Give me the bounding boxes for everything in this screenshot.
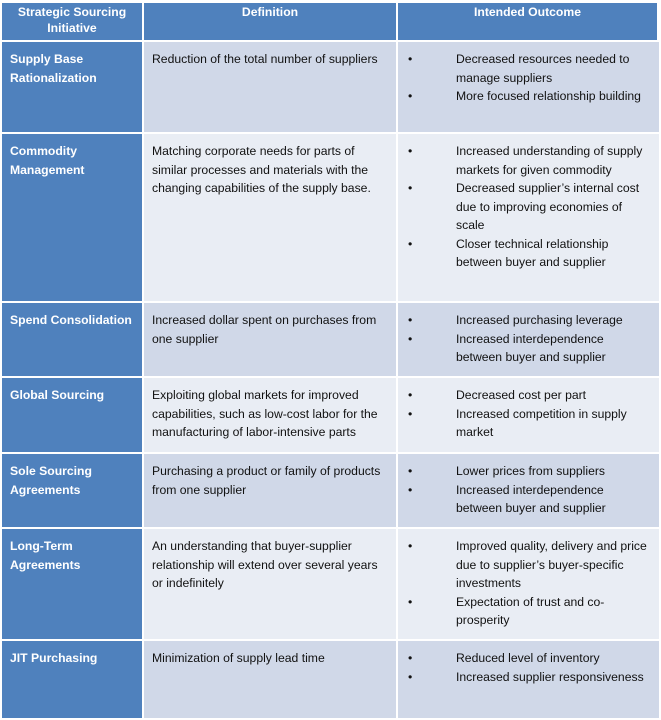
initiative-cell: Sole Sourcing Agreements	[2, 452, 144, 527]
outcome-text: Expectation of trust and co-prosperity	[456, 594, 605, 627]
initiative-cell: JIT Purchasing	[2, 639, 144, 718]
initiative-cell: Global Sourcing	[2, 376, 144, 452]
outcome-item	[406, 311, 653, 330]
header-initiative: Strategic Sourcing Initiative	[2, 3, 144, 40]
strategic-sourcing-table	[2, 3, 659, 718]
header-definition: Definition	[144, 3, 398, 40]
outcome-text: Reduced level of inventory	[456, 651, 600, 665]
definition-cell: Purchasing a product or family of products from one supplier	[144, 452, 398, 527]
outcome-text: Increased understanding of supply markets for given commodity	[456, 144, 643, 177]
outcome-cell	[398, 376, 659, 452]
header-outcome: Intended Outcome	[398, 3, 659, 40]
outcome-text: Increased interdependence between buyer and supplier	[456, 331, 606, 364]
outcome-text: Increased competition in supply market	[456, 406, 627, 439]
bullet-icon: •	[408, 594, 413, 609]
definition-cell: Reduction of the total number of suppliers	[144, 40, 398, 132]
outcome-text: Closer technical relationship between buyer and supplier	[456, 236, 609, 269]
bullet-icon: •	[408, 482, 413, 497]
outcome-list	[406, 50, 653, 106]
outcome-item	[406, 481, 653, 518]
outcome-cell	[398, 639, 659, 718]
initiative-cell: Spend Consolidation	[2, 301, 144, 376]
outcome-cell	[398, 132, 659, 301]
outcome-text: Decreased resources needed to manage suppliers	[456, 52, 630, 85]
initiative-cell: Long-Term Agreements	[2, 527, 144, 639]
outcome-item	[406, 142, 653, 179]
bullet-icon: •	[408, 388, 413, 402]
outcome-item	[406, 405, 653, 442]
initiative-cell: Supply Base Rationalization	[2, 40, 144, 132]
definition-cell: Matching corporate needs for parts of similar processes and materials with the changing capabilities of the supply base.	[144, 132, 398, 301]
outcome-item	[406, 386, 653, 405]
outcome-cell	[398, 527, 659, 639]
outcome-text: Increased purchasing leverage	[456, 313, 623, 327]
bullet-icon: •	[408, 669, 413, 684]
bullet-icon: •	[408, 89, 413, 103]
outcome-list	[406, 462, 653, 518]
bullet-icon: •	[408, 539, 413, 553]
outcome-item	[406, 593, 653, 630]
outcome-item	[406, 179, 653, 235]
outcome-item	[406, 649, 653, 668]
definition-cell: Minimization of supply lead time	[144, 639, 398, 718]
outcome-item	[406, 87, 653, 106]
outcome-cell	[398, 301, 659, 376]
outcome-item	[406, 330, 653, 367]
definition-cell: Increased dollar spent on purchases from one supplier	[144, 301, 398, 376]
outcome-text: Increased interdependence between buyer and supplier	[456, 482, 606, 515]
outcome-cell	[398, 452, 659, 527]
bullet-icon: •	[408, 406, 413, 421]
outcome-list	[406, 537, 653, 630]
outcome-text: Improved quality, delivery and price due to supplier’s buyer-specific investments	[456, 539, 647, 590]
outcome-list	[406, 649, 653, 686]
initiative-cell: Commodity Management	[2, 132, 144, 301]
bullet-icon: •	[408, 651, 413, 665]
outcome-text: More focused relationship building	[456, 89, 641, 103]
outcome-text: Decreased supplier’s internal cost due to improving economies of scale	[456, 181, 640, 232]
definition-cell: Exploiting global markets for improved capabilities, such as low-cost labor for the manufacturing of labor-intensive parts	[144, 376, 398, 452]
outcome-text: Increased supplier responsiveness	[456, 669, 644, 684]
outcome-item	[406, 50, 653, 87]
definition-cell: An understanding that buyer-supplier relationship will extend over several years or indefinitely	[144, 527, 398, 639]
outcome-list	[406, 142, 653, 272]
outcome-text: Decreased cost per part	[456, 388, 587, 402]
outcome-list	[406, 311, 653, 367]
outcome-list	[406, 386, 653, 442]
outcome-item	[406, 668, 653, 687]
outcome-item	[406, 462, 653, 481]
bullet-icon: •	[408, 236, 413, 251]
bullet-icon: •	[408, 52, 413, 66]
bullet-icon: •	[408, 181, 413, 195]
bullet-icon: •	[408, 331, 413, 346]
outcome-text: Lower prices from suppliers	[456, 464, 606, 478]
outcome-item	[406, 235, 653, 272]
bullet-icon: •	[408, 144, 413, 158]
bullet-icon: •	[408, 464, 413, 478]
outcome-item	[406, 537, 653, 593]
bullet-icon: •	[408, 313, 413, 327]
outcome-cell	[398, 40, 659, 132]
